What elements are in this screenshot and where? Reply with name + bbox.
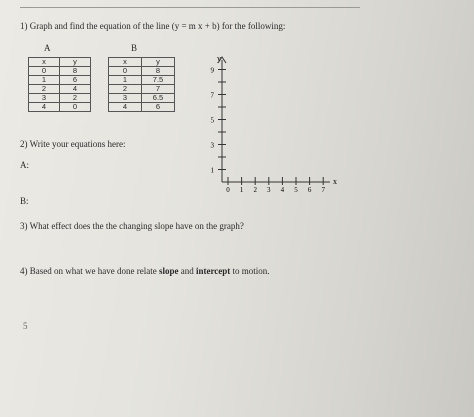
table-cell: 2 [60, 94, 91, 103]
table-cell: 2 [109, 85, 142, 94]
x-tick-label: 1 [239, 186, 244, 194]
y-tick-label: 7 [210, 91, 214, 100]
table-cell: 1 [109, 76, 142, 85]
y-tick-label: 3 [210, 141, 214, 150]
question-3: 3) What effect does the the changing slope have on the graph? [20, 221, 244, 231]
table-cell: 6.5 [142, 94, 175, 103]
question-4-slope: slope [158, 266, 179, 276]
x-tick-label: 5 [294, 186, 298, 194]
answer-a-label: A: [20, 160, 29, 170]
x-tick-label: 6 [307, 186, 312, 194]
question-2: 2) Write your equations here: [20, 139, 126, 149]
page-number: 5 [23, 321, 28, 331]
question-4-intercept: intercept [195, 266, 231, 276]
table-cell: 8 [60, 67, 91, 76]
x-tick-label: 0 [226, 186, 230, 194]
answer-b-label: B: [20, 196, 29, 206]
table-b-header-x: x [109, 58, 142, 67]
table-cell: 3 [109, 94, 142, 103]
x-tick-label: 2 [253, 186, 257, 194]
y-axis-label: y [217, 54, 221, 63]
y-tick-label: 1 [210, 166, 214, 175]
table-a-label: A [44, 43, 51, 53]
y-tick-label: 9 [210, 66, 214, 75]
x-tick-label: 3 [267, 186, 271, 194]
table-b-label: B [131, 43, 138, 53]
table-cell: 4 [29, 103, 60, 112]
question-4 [20, 266, 270, 276]
question-4-prefix: 4) Based on what we have done relate [20, 266, 159, 276]
table-cell: 7.5 [142, 76, 175, 85]
x-tick-label: 7 [321, 186, 325, 194]
table-cell: 6 [60, 76, 91, 85]
table-cell: 7 [142, 85, 175, 94]
y-tick-label: 5 [210, 116, 214, 125]
table-cell: 3 [29, 94, 60, 103]
question-1: 1) Graph and find the equation of the line (y = m x + b) for the following: [20, 21, 286, 31]
table-cell: 0 [60, 103, 91, 112]
table-cell: 2 [29, 85, 60, 94]
table-cell: 4 [109, 103, 142, 112]
table-cell: 8 [142, 67, 175, 76]
table-cell: 0 [29, 67, 60, 76]
table-a-header-y: y [60, 58, 91, 67]
table-cell: 1 [29, 76, 60, 85]
table-a-header-x: x [29, 58, 60, 67]
table-cell: 4 [60, 85, 91, 94]
table-cell: 6 [142, 103, 175, 112]
table-b-header-y: y [142, 58, 175, 67]
table-cell: 0 [109, 67, 142, 76]
x-tick-label: 4 [280, 186, 285, 194]
x-axis-label: x [333, 177, 337, 186]
question-4-suffix: to motion. [230, 266, 270, 276]
question-4-middle: and [178, 266, 196, 276]
